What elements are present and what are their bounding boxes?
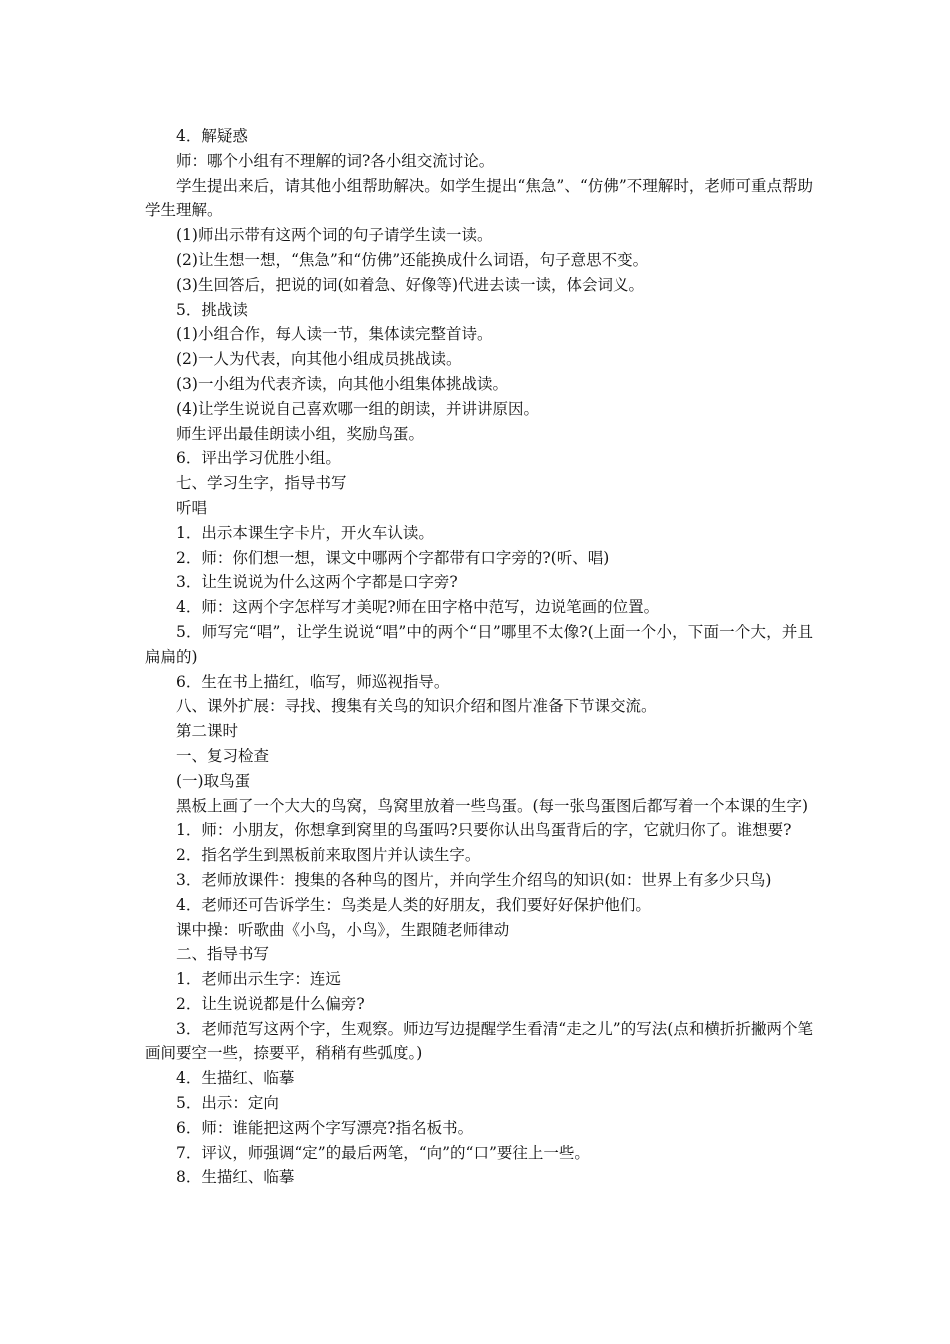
paragraph: 3．老师范写这两个字，生观察。师边写边提醒学生看清“走之儿”的写法(点和横折折撇两个笔画间要空一些，捺要平，稍稍有些弧度。) [145,1019,813,1063]
paragraph: 3．让生说说为什么这两个字都是口字旁? [176,573,458,592]
paragraph: 6．师：谁能把这两个字写漂亮?指名板书。 [176,1118,474,1137]
paragraph: 5．出示：定向 [176,1094,279,1113]
paragraph: 课中操：听歌曲《小鸟，小鸟》，生跟随老师律动 [176,920,510,939]
section-heading: 一、复习检查 [176,746,270,765]
paragraph: (1)小组合作，每人读一节，集体读完整首诗。 [176,325,493,344]
paragraph: (4)让学生说说自己喜欢哪一组的朗读，并讲讲原因。 [176,399,539,418]
paragraph: 1．老师出示生字：连远 [176,970,341,989]
paragraph: (一)取鸟蛋 [176,771,251,790]
paragraph: 6．生在书上描红，临写，师巡视指导。 [176,672,450,691]
section-heading: 八、课外扩展：寻找、搜集有关鸟的知识介绍和图片准备下节课交流。 [176,697,657,716]
paragraph: 4．解疑惑 [176,127,248,145]
paragraph: 2．指名学生到黑板前来取图片并认读生字。 [176,846,481,865]
paragraph: 师生评出最佳朗读小组，奖励鸟蛋。 [176,424,425,443]
paragraph: 8．生描红、临摹 [176,1168,295,1187]
paragraph: (2)让生想一想，“焦急”和“仿佛”还能换成什么词语，句子意思不变。 [176,250,649,269]
paragraph: 4．生描红、临摹 [176,1069,295,1088]
paragraph: 2．师：你们想一想，课文中哪两个字都带有口字旁的?(听、唱) [176,548,610,567]
paragraph: 4．师：这两个字怎样写才美呢?师在田字格中范写，边说笔画的位置。 [176,598,660,617]
paragraph: 1．出示本课生字卡片，开火车认读。 [176,523,434,542]
paragraph: (2)一人为代表，向其他小组成员挑战读。 [176,350,462,369]
paragraph: (3)一小组为代表齐读，向其他小组集体挑战读。 [176,374,508,393]
document-body [145,124,813,1190]
paragraph: 6．评出学习优胜小组。 [176,449,341,468]
paragraph: (1)师出示带有这两个词的句子请学生读一读。 [176,226,493,245]
paragraph: 黑板上画了一个大大的鸟窝，鸟窝里放着一些鸟蛋。(每一张鸟蛋图后都写着一个本课的生字) [176,796,809,815]
paragraph: 1．师：小朋友，你想拿到窝里的鸟蛋吗?只要你认出鸟蛋背后的字，它就归你了。谁想要? [176,821,792,840]
paragraph: 5．挑战读 [176,300,248,319]
paragraph: 7．评议，师强调“定”的最后两笔，“向”的“口”要往上一些。 [176,1143,590,1162]
paragraph: 5．师写完“唱”，让学生说说“唱”中的两个“日”哪里不太像?(上面一个小，下面一个大，并且扁扁的) [145,622,813,666]
section-heading: 七、学习生字，指导书写 [176,474,347,493]
section-heading: 二、指导书写 [176,945,270,964]
lesson-heading: 第二课时 [176,722,239,741]
paragraph: 师：哪个小组有不理解的词?各小组交流讨论。 [176,151,495,170]
paragraph: 4．老师还可告诉学生：鸟类是人类的好朋友，我们要好好保护他们。 [176,895,651,914]
paragraph: 3．老师放课件：搜集的各种鸟的图片，并向学生介绍鸟的知识(如：世界上有多少只鸟) [176,870,772,889]
paragraph: 2．让生说说都是什么偏旁? [176,994,365,1013]
paragraph: (3)生回答后，把说的词(如着急、好像等)代进去读一读，体会词义。 [176,275,645,294]
paragraph: 学生提出来后，请其他小组帮助解决。如学生提出“焦急”、“仿佛”不理解时，老师可重点帮助学生理解。 [145,176,813,220]
paragraph: 听唱 [176,498,208,517]
